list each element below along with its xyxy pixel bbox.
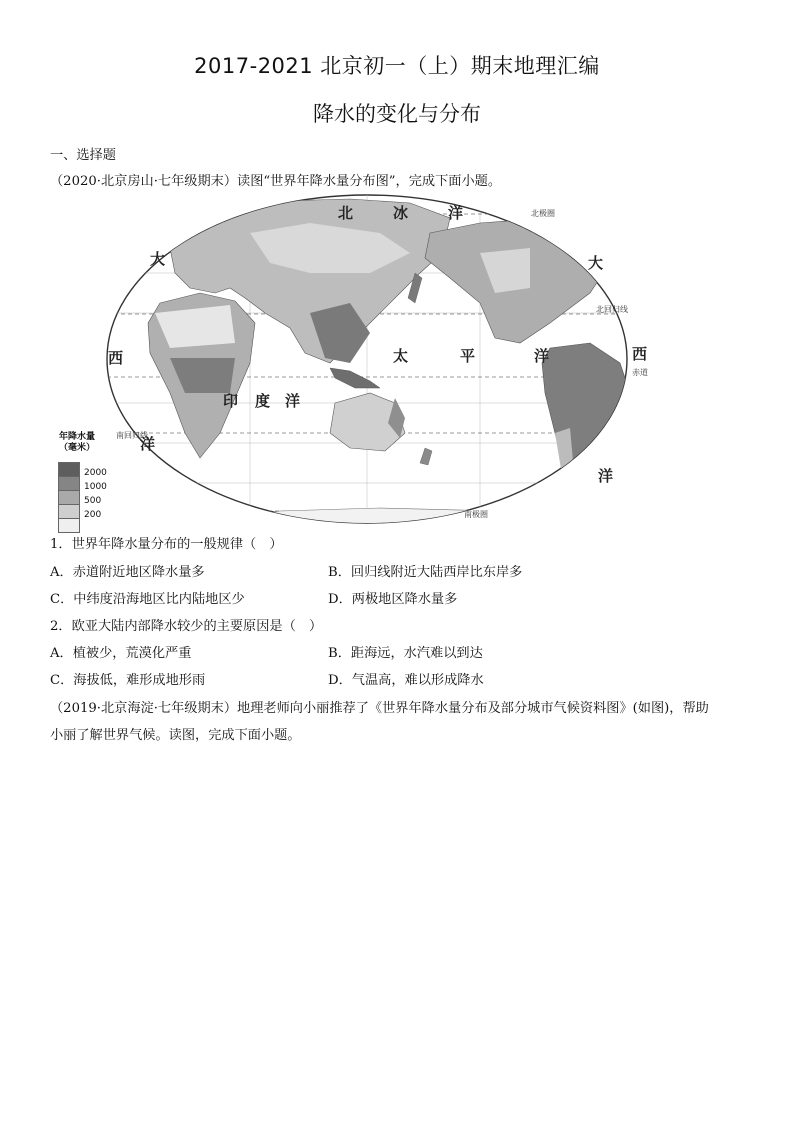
question-1-option-a: A．赤道附近地区降水量多 — [50, 565, 205, 580]
question-2-stem: 2．欧亚大陆内部降水较少的主要原因是（ ） — [50, 619, 323, 634]
page-title: 2017-2021 北京初一（上）期末地理汇编 — [194, 54, 600, 78]
label-equator: 赤道 — [632, 368, 648, 377]
question-2-option-b: B．距海远，水汽难以到达 — [328, 646, 483, 661]
legend-label-2000: 2000 — [84, 468, 107, 478]
legend-label-200: 200 — [84, 510, 102, 520]
legend-swatch-4 — [58, 504, 80, 519]
label-atlantic-left-3: 洋 — [140, 435, 156, 453]
label-atlantic-right-3: 洋 — [598, 467, 614, 485]
label-pacific-2: 平 — [460, 347, 476, 365]
legend-swatch-3 — [58, 490, 80, 505]
question-intro-2-line-2: 小丽了解世界气候。读图，完成下面小题。 — [50, 728, 301, 743]
label-atlantic-right-2: 西 — [632, 345, 648, 363]
label-atlantic-right-1: 大 — [588, 254, 604, 272]
label-indian-3: 洋 — [285, 392, 301, 410]
section-heading: 一、选择题 — [50, 148, 116, 163]
question-2-option-c: C．海拔低，难形成地形雨 — [50, 673, 206, 688]
question-intro-2-line-1: （2019·北京海淀·七年级期末）地理老师向小丽推荐了《世界年降水量分布及部分城市气候资料图》(如图)，帮助 — [50, 701, 709, 716]
world-precipitation-map — [50, 193, 650, 525]
question-intro-1: （2020·北京房山·七年级期末）读图“世界年降水量分布图”，完成下面小题。 — [50, 174, 502, 189]
legend-label-500: 500 — [84, 496, 102, 506]
legend-swatch-2 — [58, 476, 80, 491]
question-2-option-d: D．气温高，难以形成降水 — [328, 673, 484, 688]
label-arctic-circle: 北极圈 — [531, 209, 555, 218]
label-indian-2: 度 — [255, 392, 271, 410]
page-subtitle: 降水的变化与分布 — [313, 102, 481, 126]
question-1-stem: 1．世界年降水量分布的一般规律（ ） — [50, 537, 283, 552]
map-legend — [52, 432, 112, 520]
legend-label-1000: 1000 — [84, 482, 107, 492]
map-graphic — [50, 193, 650, 525]
label-arctic-ocean-1: 北 — [338, 204, 354, 222]
label-arctic-ocean-2: 冰 — [393, 204, 409, 222]
legend-title: 年降水量（毫米） — [58, 432, 95, 453]
question-1-option-c: C．中纬度沿海地区比内陆地区少 — [50, 592, 245, 607]
question-2-option-a: A．植被少，荒漠化严重 — [50, 646, 192, 661]
label-tropic-of-capricorn: 南回归线 — [116, 431, 148, 440]
legend-swatch-1 — [58, 462, 80, 477]
label-pacific-3: 洋 — [534, 347, 550, 365]
label-tropic-of-cancer: 北回归线 — [596, 305, 628, 314]
label-atlantic-left-1: 大 — [150, 250, 166, 268]
label-pacific-1: 太 — [393, 347, 409, 365]
label-atlantic-left-2: 西 — [108, 349, 124, 367]
question-1-option-b: B．回归线附近大陆西岸比东岸多 — [328, 565, 523, 580]
label-antarctic-circle: 南极圈 — [464, 510, 488, 519]
legend-swatch-5 — [58, 518, 80, 533]
label-arctic-ocean-3: 洋 — [448, 204, 464, 222]
question-1-option-d: D．两极地区降水量多 — [328, 592, 458, 607]
label-indian-1: 印 — [223, 392, 239, 410]
